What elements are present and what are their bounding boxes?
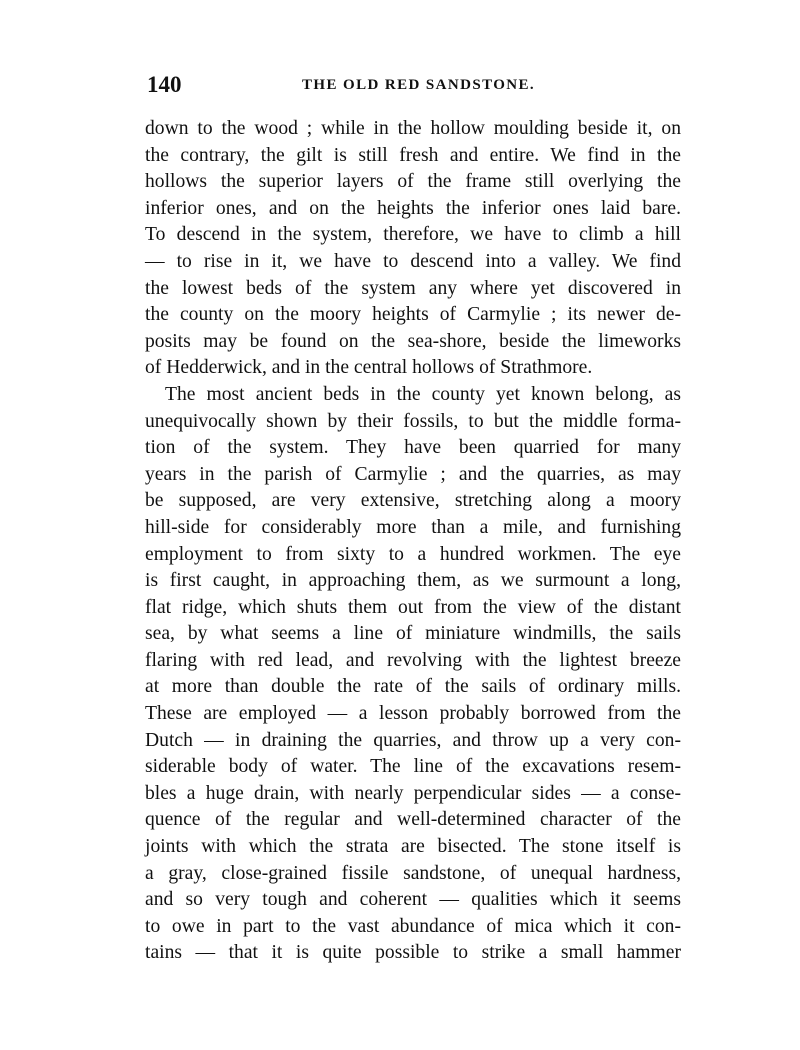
text-line: flaring with red lead, and revolving with the lightest breeze xyxy=(145,649,681,671)
text-line: quence of the regular and well-determined character of the xyxy=(145,809,681,831)
text-line: posits may be found on the sea-shore, beside the limeworks xyxy=(145,330,681,352)
text-line: bles a huge drain, with nearly perpendicular sides — a conse- xyxy=(145,782,681,804)
text-line: to owe in part to the vast abundance of mica which it con- xyxy=(145,915,681,937)
text-line: unequivocally shown by their fossils, to but the middle forma- xyxy=(145,410,681,432)
text-line: the county on the moory heights of Carmylie ; its newer de- xyxy=(145,304,681,326)
text-line: Dutch — in draining the quarries, and throw up a very con- xyxy=(145,729,681,751)
text-line: hollows the superior layers of the frame still overlying the xyxy=(145,171,681,193)
text-line: be supposed, are very extensive, stretching along a moory xyxy=(145,490,681,512)
text-line: inferior ones, and on the heights the inferior ones laid bare. xyxy=(145,197,681,219)
paragraph-1 xyxy=(145,116,681,382)
body-text xyxy=(145,116,681,967)
text-line: the lowest beds of the system any where yet discovered in xyxy=(145,277,681,299)
text-line: is first caught, in approaching them, as we surmount a long, xyxy=(145,570,681,592)
text-line: and so very tough and coherent — qualities which it seems xyxy=(145,889,681,911)
text-line: down to the wood ; while in the hollow moulding beside it, on xyxy=(145,118,681,139)
text-line: joints with which the strata are bisected. The stone itself is xyxy=(145,836,681,858)
paragraph-2 xyxy=(145,382,681,967)
text-line: To descend in the system, therefore, we have to climb a hill xyxy=(145,224,681,246)
text-line: at more than double the rate of the sails of ordinary mills. xyxy=(145,676,681,698)
text-line: tains — that it is quite possible to strike a small hammer xyxy=(145,942,681,964)
book-title: THE OLD RED SANDSTONE. xyxy=(302,77,536,93)
running-head xyxy=(147,72,679,102)
text-line: flat ridge, which shuts them out from the view of the distant xyxy=(145,596,681,618)
page-number: 140 xyxy=(147,72,182,97)
text-line: the contrary, the gilt is still fresh and entire. We find in the xyxy=(145,144,681,166)
text-line: — to rise in it, we have to descend into a valley. We find xyxy=(145,250,681,272)
text-line: These are employed — a lesson probably borrowed from the xyxy=(145,703,681,725)
text-line: siderable body of water. The line of the excavations resem- xyxy=(145,756,681,778)
text-line: employment to from sixty to a hundred workmen. The eye xyxy=(145,543,681,565)
text-line: of Hedderwick, and in the central hollows of Strathmore. xyxy=(145,357,593,379)
text-line: tion of the system. They have been quarried for many xyxy=(145,437,681,459)
text-line: a gray, close-grained fissile sandstone, of unequal hardness, xyxy=(145,862,681,884)
text-line: hill-side for considerably more than a mile, and furnishing xyxy=(145,516,681,538)
text-line: The most ancient beds in the county yet known belong, as xyxy=(165,383,681,405)
text-line: years in the parish of Carmylie ; and the quarries, as may xyxy=(145,463,681,485)
text-line: sea, by what seems a line of miniature windmills, the sails xyxy=(145,623,681,645)
